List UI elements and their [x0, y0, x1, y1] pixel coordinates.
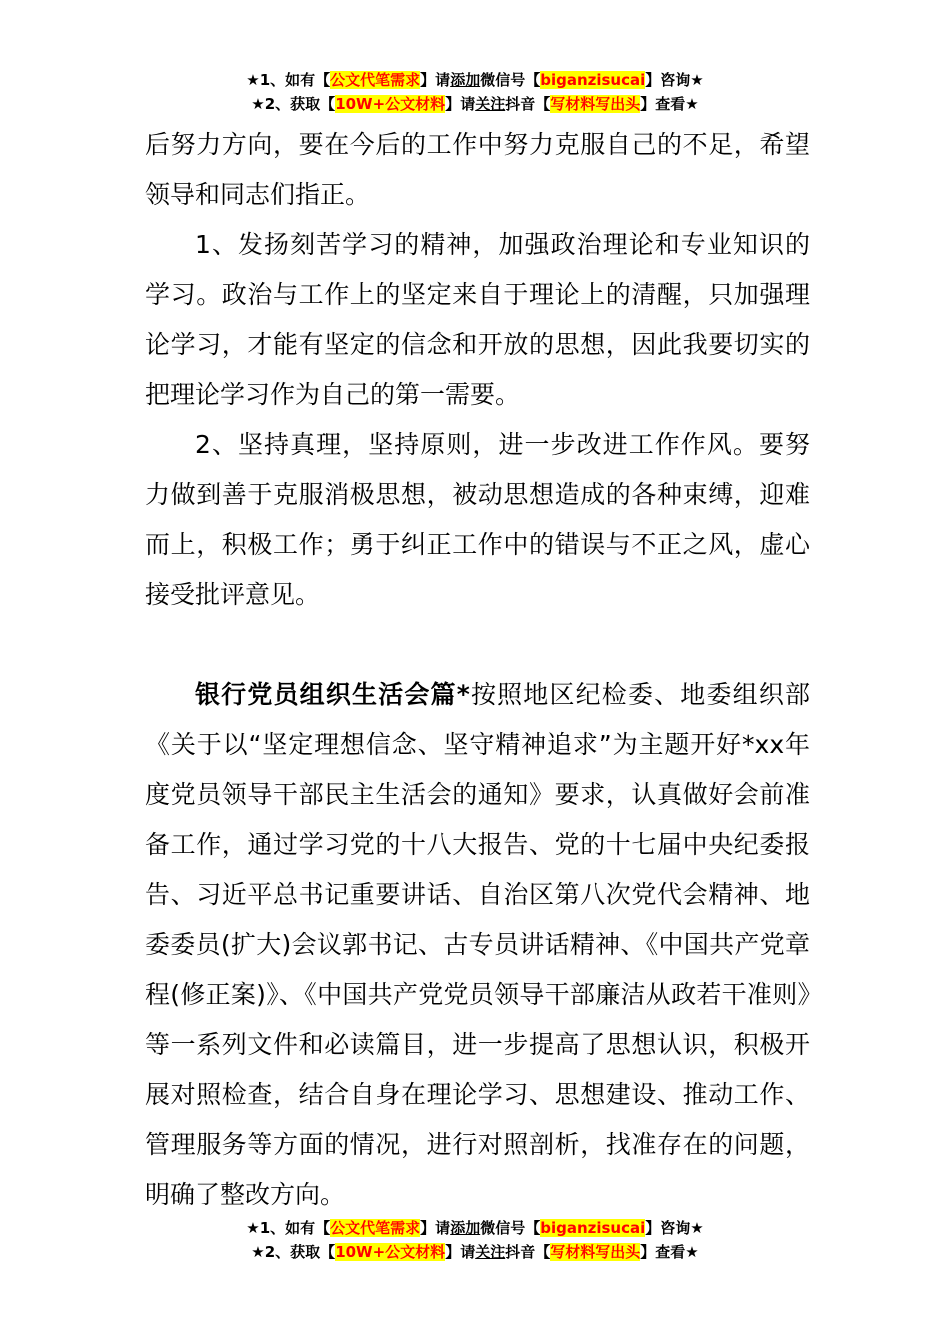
section-text: 按照地区纪检委、地委组织部《关于以“坚定理想信念、坚守精神追求”为主题开好*xx年度党员领导干部民主生活会的通知》要求，认真做好会前准备工作，通过学习党的十八大报告、党的十七届中央纪委报告、习近平总书记重要讲话、自治区第八次党代会精神、地委委员(扩大)会议郭书记、古专员讲话精神、《中国共产党章程(修正案)》、《中国共产党党员领导干部廉洁从政若干准则》等一系列文件和必读篇目，进一步提高了思想认识，积极开展对照检查，结合自身在理论学习、思想建设、推动工作、管理服务等方面的情况，进行对照剖析，找准存在的问题，明确了整改方向。	[145, 680, 810, 1209]
banner-highlight: 公文代笔需求	[330, 71, 421, 89]
banner-highlight: biganzisucai	[540, 71, 646, 89]
paragraph-3: 2、坚持真理，坚持原则，进一步改进工作作风。要努力做到善于克服消极思想，被动思想造成的各种束缚，迎难而上，积极工作；勇于纠正工作中的错误与不正之风，虚心接受批评意见。	[145, 430, 810, 609]
banner-line-2	[0, 92, 950, 116]
banner-highlight: 公文代笔需求	[330, 1219, 421, 1237]
banner-text: ★2、获取【	[251, 95, 336, 113]
footer-banner	[0, 1216, 950, 1264]
banner-text: 】查看★	[640, 95, 699, 113]
banner-text: 】请	[420, 71, 451, 89]
banner-highlight: 写材料写出头	[550, 1243, 641, 1261]
banner-text: 抖音【	[505, 95, 551, 113]
banner-highlight: 10W+公文材料	[335, 95, 446, 113]
banner-text: 】查看★	[640, 1243, 699, 1261]
banner-text: ★1、如有【	[246, 1219, 331, 1237]
banner-line-1	[0, 68, 950, 92]
header-banner	[0, 68, 950, 116]
banner-text: ★2、获取【	[251, 1243, 336, 1261]
section-title: 银行党员组织生活会篇*	[195, 680, 470, 709]
banner-text: 微信号【	[480, 71, 541, 89]
document-body	[145, 120, 810, 1220]
paragraph-2: 1、发扬刻苦学习的精神，加强政治理论和专业知识的学习。政治与工作上的坚定来自于理论上的清醒，只加强理论学习，才能有坚定的信念和开放的思想，因此我要切实的把理论学习作为自己的第一需要。	[145, 230, 810, 409]
banner-highlight: 10W+公文材料	[335, 1243, 446, 1261]
banner-line-2	[0, 1240, 950, 1264]
banner-text: 】咨询★	[645, 71, 704, 89]
banner-underlined: 添加	[450, 1219, 481, 1237]
banner-underlined: 关注	[475, 95, 506, 113]
banner-underlined: 关注	[475, 1243, 506, 1261]
banner-text: 抖音【	[505, 1243, 551, 1261]
banner-highlight: 写材料写出头	[550, 95, 641, 113]
banner-text: 】请	[420, 1219, 451, 1237]
banner-line-1	[0, 1216, 950, 1240]
banner-text: ★1、如有【	[246, 71, 331, 89]
banner-text: 微信号【	[480, 1219, 541, 1237]
banner-text: 】请	[445, 95, 476, 113]
banner-text: 】请	[445, 1243, 476, 1261]
paragraph-spacer	[145, 620, 810, 670]
paragraph-1: 后努力方向，要在今后的工作中努力克服自己的不足，希望领导和同志们指正。	[145, 130, 810, 209]
paragraph-4	[145, 670, 810, 1220]
banner-underlined: 添加	[450, 71, 481, 89]
banner-text: 】咨询★	[645, 1219, 704, 1237]
banner-highlight: biganzisucai	[540, 1219, 646, 1237]
